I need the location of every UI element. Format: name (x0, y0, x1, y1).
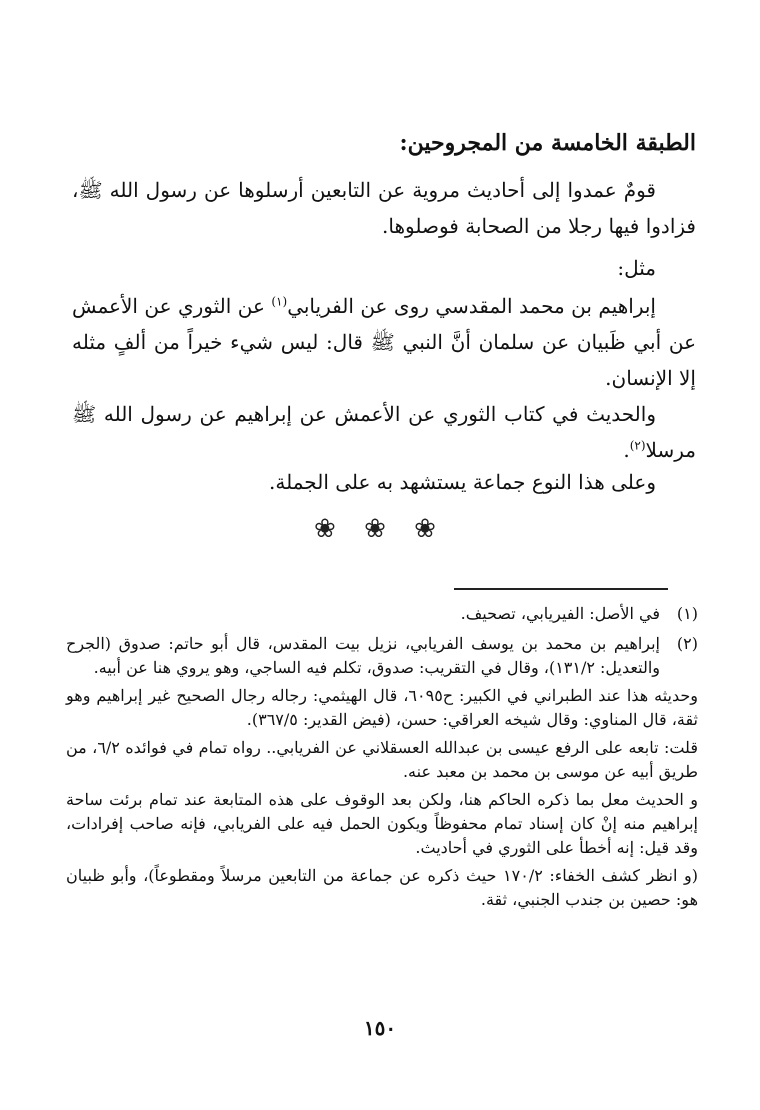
footnote-number: (٢) (676, 634, 698, 653)
page-number: ١٥٠ (363, 1016, 397, 1040)
paragraph-text: وعلى هذا النوع جماعة يستشهد به على الجملة. (269, 470, 656, 494)
footnote-2-continuation: وحديثه هذا عند الطبراني في الكبير: ح٦٠٩٥، قال الهيثمي: رجاله رجال الصحيح غير إبراهيم وهو ثقة، قال المناوي: وقال شيخه العراقي: حسن، (فيض القدير: ٣٦٧/٥). (66, 686, 699, 729)
section-heading: الطبقة الخامسة من المجروحين: (399, 130, 696, 156)
footnote-1 (66, 602, 698, 626)
footnote-2 (66, 632, 698, 680)
footnote-ref-1[interactable]: (١) (271, 294, 288, 309)
paragraph-mursal (72, 396, 696, 468)
paragraph-example (72, 288, 696, 396)
paragraph-text: قومٌ عمدوا إلى أحاديث مروية عن التابعين أرسلوها عن رسول الله ﷺ، فزادوا فيها رجلا من الصحابة فوصلوها. (72, 178, 696, 238)
footnotes (66, 596, 698, 912)
footnote-separator (454, 588, 668, 590)
paragraph-text-end: . (623, 438, 630, 462)
footnote-2-continuation: (و انظر كشف الخفاء: ١٧٠/٢ حيث ذكره عن جماعة من التابعين مرسلاً ومقطوعاً)، وأبو ظبيان هو: حصين بن جندب الجنبي، ثقة. (66, 866, 698, 909)
paragraph-conclusion (72, 464, 696, 500)
footnote-2-continuation: قلت: تابعه على الرفع عيسى بن عبدالله العسقلاني عن الفريابي.. رواه تمام في فوائده ٦/٢، من طريق أبيه عن موسى بن محمد بن معبد عنه. (66, 738, 699, 781)
footnote-number: (١) (676, 604, 698, 623)
footnote-text: في الأصل: الفيريابي، تصحيف. (460, 604, 660, 623)
footnote-ref-2[interactable]: (٢) (629, 438, 646, 453)
paragraph-definition (72, 172, 696, 244)
flower-ornament-divider: ❀ ❀ ❀ (314, 514, 446, 544)
paragraph-text-end: عن الثوري عن الأعمش عن أبي ظَبيان عن سلمان أنَّ النبي ﷺ قال: ليس شيء خيراً من ألفٍ مثله إلا الإنسان. (72, 294, 696, 390)
paragraph-example-label (72, 250, 696, 286)
paragraph-text-start: والحديث في كتاب الثوري عن الأعمش عن إبراهيم عن رسول الله ﷺ مرسلا (72, 402, 696, 462)
footnote-2-continuation: و الحديث معل بما ذكره الحاكم هنا، ولكن بعد الوقوف على هذه المتابعة عند تمام برئت ساحة إبراهيم منه إنْ كان إسناد تمام محفوظاً ويكون الحمل فيه على الفريابي، فإنه صاحب إفرادات، وقد قيل: إنه أخطأ على الثوري في أحاديث. (66, 790, 698, 857)
footnote-text: إبراهيم بن محمد بن يوسف الفريابي، نزيل بيت المقدس، قال أبو حاتم: صدوق (الجرح والتعديل: ١٣١/٢)، وقال في التقريب: صدوق، تكلم فيه الساجي، وهو يروي هنا عن أبيه. (66, 634, 660, 677)
paragraph-text: مثل: (617, 256, 656, 280)
paragraph-text-start: إبراهيم بن محمد المقدسي روى عن الفريابي (287, 294, 656, 318)
